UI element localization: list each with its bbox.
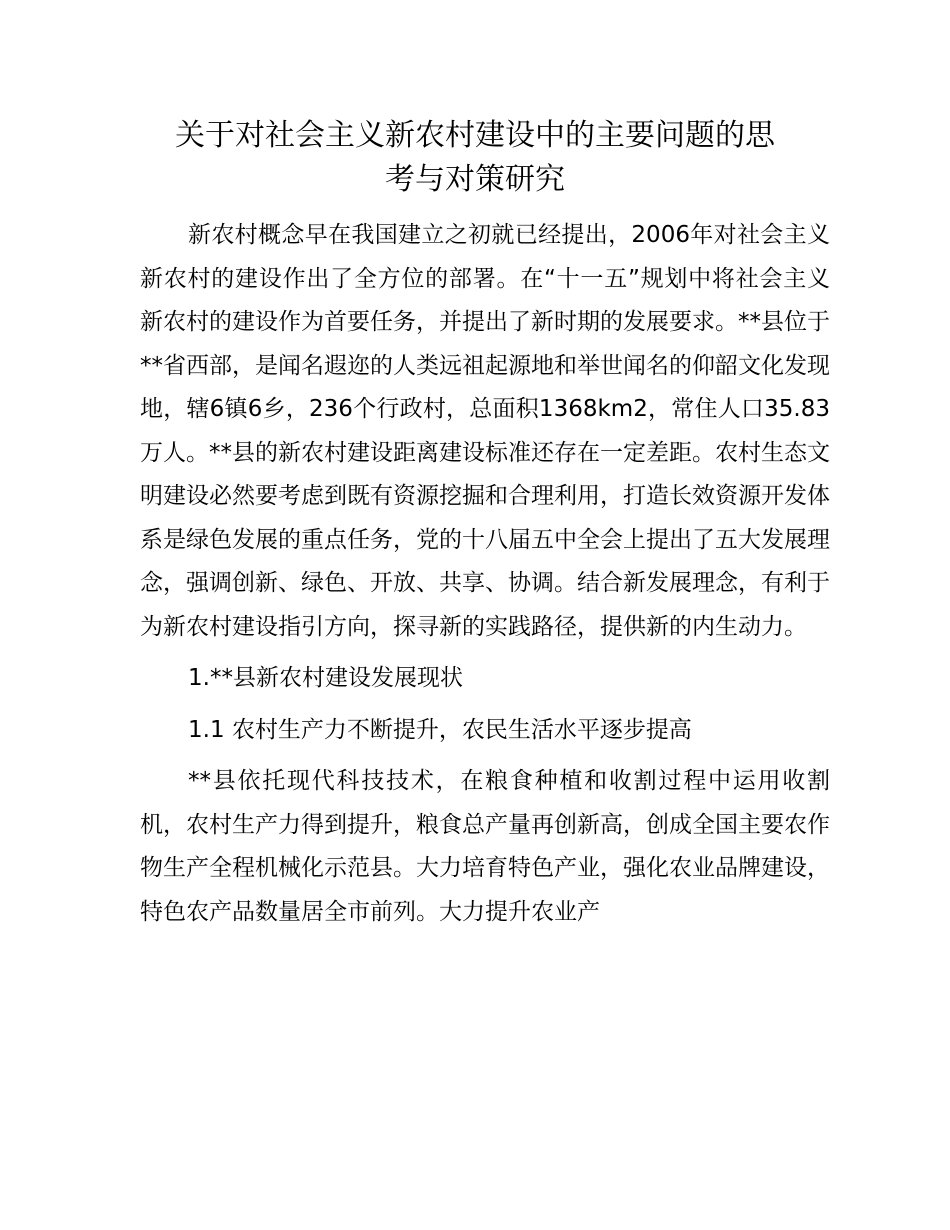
section-heading: 1.**县新农村建设发展现状 <box>188 665 463 691</box>
subsection-heading: 1.1 农村生产力不断提升，农民生活水平逐步提高 <box>188 716 692 743</box>
title-line-1: 关于对社会主义新农村建设中的主要问题的思 <box>175 118 775 153</box>
title-line-2: 考与对策研究 <box>385 162 565 197</box>
body-paragraph: **县依托现代科技技术，在粮食种植和收割过程中运用收割机，农村生产力得到提升，粮食总产量再创新高，创成全国主要农作物生产全程机械化示范县。大力培育特色产业，强化农业品牌建设，特色农产品数量居全市前列。大力提升农业产 <box>140 768 830 925</box>
document-body <box>140 214 830 942</box>
intro-paragraph: 新农村概念早在我国建立之初就已经提出，2006年对社会主义新农村的建设作出了全方位的部署。在“十一五”规划中将社会主义新农村的建设作为首要任务，并提出了新时期的发展要求。**县位于**省西部，是闻名遐迩的人类远祖起源地和举世闻名的仰韶文化发现地，辖6镇6乡，236个行政村，总面积1368km2，常住人口35.83万人。**县的新农村建设距离建设标准还存在一定差距。农村生态文明建设必然要考虑到既有资源挖掘和合理利用，打造长效资源开发体系是绿色发展的重点任务，党的十八届五中全会上提出了五大发展理念，强调创新、绿色、开放、共享、协调。结合新发展理念，有利于为新农村建设指引方向，探寻新的实践路径，提供新的内生动力。 <box>140 222 830 640</box>
document-title <box>140 114 810 202</box>
